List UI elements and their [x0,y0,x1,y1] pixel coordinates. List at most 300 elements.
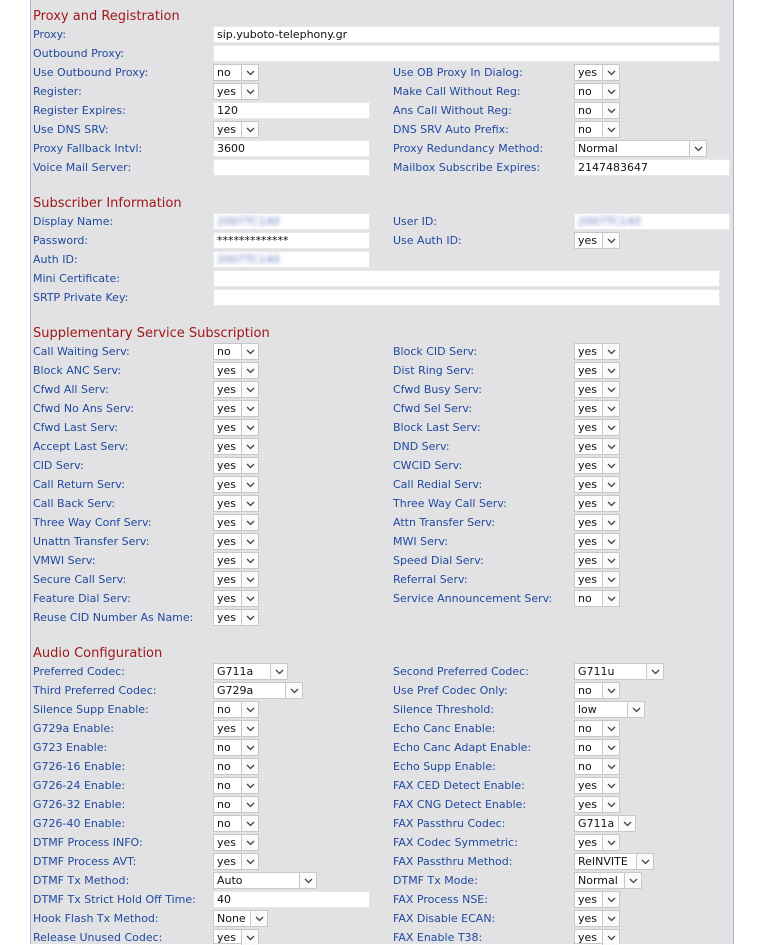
dtmf-process-info-label: DTMF Process INFO: [33,836,143,849]
silence-threshold-label: Silence Threshold: [393,703,495,716]
dns-srv-auto-prefix-select[interactable] [574,121,620,138]
g723-enable-label: G723 Enable: [33,741,108,754]
chevron-down-icon [241,759,258,774]
use-ob-proxy-dialog-label: Use OB Proxy In Dialog: [393,66,523,79]
dtmf-tx-strict-hold-off-time-input[interactable]: 40 [213,891,370,908]
dtmf-process-avt-label: DTMF Process AVT: [33,855,137,868]
select-value: None [217,912,246,925]
block-last-serv-select[interactable] [574,419,620,436]
cfwd-sel-serv-select[interactable] [574,400,620,417]
chevron-down-icon [250,911,267,926]
fax-ced-detect-enable-select[interactable] [574,777,620,794]
make-call-without-reg-select[interactable] [574,83,620,100]
block-cid-serv-select[interactable] [574,343,620,360]
fax-codec-symmetric-label: FAX Codec Symmetric: [393,836,518,849]
chevron-down-icon [285,683,302,698]
dtmf-process-info-select[interactable] [213,834,259,851]
block-anc-serv-select[interactable] [213,362,259,379]
fax-passthru-codec-label: FAX Passthru Codec: [393,817,506,830]
dtmf-tx-mode-label: DTMF Tx Mode: [393,874,478,887]
use-outbound-proxy-select[interactable] [213,64,259,81]
register-expires-label: Register Expires: [33,104,126,117]
srtp-private-key-label: SRTP Private Key: [33,291,129,304]
fax-passthru-method-select[interactable] [574,853,654,870]
feature-dial-serv-label: Feature Dial Serv: [33,592,131,605]
select-value: no [578,684,592,697]
release-unused-codec-select[interactable] [213,929,259,944]
unattn-transfer-serv-select[interactable] [213,533,259,550]
fax-passthru-method-label: FAX Passthru Method: [393,855,513,868]
chevron-down-icon [602,515,619,530]
chevron-down-icon [602,344,619,359]
chevron-down-icon [602,778,619,793]
select-value: yes [217,123,237,136]
chevron-down-icon [241,65,258,80]
chevron-down-icon [241,930,258,945]
select-value: yes [217,931,237,944]
fax-passthru-codec-select[interactable] [574,815,636,832]
chevron-down-icon [689,141,706,156]
chevron-down-icon [241,835,258,850]
select-value: yes [578,497,598,510]
select-value: no [578,722,592,735]
chevron-down-icon [602,477,619,492]
echo-supp-enable-select[interactable] [574,758,620,775]
chevron-down-icon [241,702,258,717]
dtmf-tx-method-select[interactable] [213,872,317,889]
password-label: Password: [33,234,89,247]
service-announcement-serv-label: Service Announcement Serv: [393,592,553,605]
call-return-serv-select[interactable] [213,476,259,493]
ans-call-without-reg-label: Ans Call Without Reg: [393,104,512,117]
select-value: yes [578,459,598,472]
select-value: no [217,779,231,792]
echo-canc-adapt-enable-label: Echo Canc Adapt Enable: [393,741,532,754]
chevron-down-icon [241,363,258,378]
mailbox-subscribe-expires-input[interactable]: 2147483647 [574,159,730,176]
fax-enable-t38-label: FAX Enable T38: [393,931,483,944]
call-redial-serv-select[interactable] [574,476,620,493]
dnd-serv-label: DND Serv: [393,440,450,453]
select-value: no [578,741,592,754]
proxy-fallback-intvl-label: Proxy Fallback Intvl: [33,142,143,155]
g729a-enable-label: G729a Enable: [33,722,114,735]
select-value: yes [578,402,598,415]
chevron-down-icon [241,458,258,473]
select-value: no [217,760,231,773]
redacted-value: 2007TC140 [578,215,641,228]
chevron-down-icon [602,911,619,926]
chevron-down-icon [602,797,619,812]
proxy-redundancy-method-select[interactable] [574,140,707,157]
select-value: yes [217,516,237,529]
use-pref-codec-only-select[interactable] [574,682,620,699]
user-id-input[interactable] [574,213,730,230]
block-cid-serv-label: Block CID Serv: [393,345,478,358]
cfwd-no-ans-serv-label: Cfwd No Ans Serv: [33,402,134,415]
chevron-down-icon [602,103,619,118]
service-announcement-serv-select[interactable] [574,590,620,607]
echo-canc-adapt-enable-select[interactable] [574,739,620,756]
dtmf-tx-strict-hold-off-time-label: DTMF Tx Strict Hold Off Time: [33,893,196,906]
cfwd-busy-serv-select[interactable] [574,381,620,398]
three-way-call-serv-select[interactable] [574,495,620,512]
secure-call-serv-label: Secure Call Serv: [33,573,127,586]
cfwd-all-serv-select[interactable] [213,381,259,398]
hook-flash-tx-method-label: Hook Flash Tx Method: [33,912,159,925]
chevron-down-icon [241,84,258,99]
chevron-down-icon [241,515,258,530]
speed-dial-serv-label: Speed Dial Serv: [393,554,484,567]
use-dns-srv-select[interactable] [213,121,259,138]
chevron-down-icon [241,721,258,736]
use-auth-id-label: Use Auth ID: [393,234,462,247]
third-preferred-codec-label: Third Preferred Codec: [33,684,157,697]
chevron-down-icon [618,816,635,831]
chevron-down-icon [241,854,258,869]
display-name-label: Display Name: [33,215,114,228]
select-value: yes [217,383,237,396]
preferred-codec-label: Preferred Codec: [33,665,125,678]
select-value: G711a [217,665,254,678]
select-value: no [217,703,231,716]
register-expires-input[interactable]: 120 [213,102,370,119]
register-label: Register: [33,85,82,98]
register-select[interactable] [213,83,259,100]
select-value: no [578,760,592,773]
select-value: yes [578,234,598,247]
fax-enable-t38-select[interactable] [574,929,620,944]
dist-ring-serv-label: Dist Ring Serv: [393,364,475,377]
chevron-down-icon [299,873,316,888]
second-preferred-codec-label: Second Preferred Codec: [393,665,529,678]
silence-threshold-select[interactable] [574,701,645,718]
chevron-down-icon [602,122,619,137]
select-value: yes [578,535,598,548]
select-value: no [217,741,231,754]
select-value: yes [217,535,237,548]
cid-serv-label: CID Serv: [33,459,84,472]
referral-serv-select[interactable] [574,571,620,588]
chevron-down-icon [241,778,258,793]
fax-disable-ecan-select[interactable] [574,910,620,927]
auth-id-label: Auth ID: [33,253,78,266]
chevron-down-icon [602,84,619,99]
redacted-value: 2007TC140 [217,215,280,228]
select-value: yes [217,421,237,434]
select-value: yes [217,364,237,377]
select-value: yes [217,497,237,510]
g726-16-enable-select[interactable] [213,758,259,775]
feature-dial-serv-select[interactable] [213,590,259,607]
call-waiting-serv-label: Call Waiting Serv: [33,345,130,358]
chevron-down-icon [602,439,619,454]
vmwi-serv-label: VMWI Serv: [33,554,96,567]
section-title-supplementary-services: Supplementary Service Subscription [33,326,270,341]
select-value: yes [578,478,598,491]
select-value: no [578,123,592,136]
g726-40-enable-label: G726-40 Enable: [33,817,126,830]
speed-dial-serv-select[interactable] [574,552,620,569]
select-value: yes [217,611,237,624]
echo-canc-enable-select[interactable] [574,720,620,737]
chevron-down-icon [241,740,258,755]
use-pref-codec-only-label: Use Pref Codec Only: [393,684,508,697]
chevron-down-icon [241,797,258,812]
chevron-down-icon [602,683,619,698]
select-value: yes [578,554,598,567]
select-value: yes [578,516,598,529]
echo-canc-enable-label: Echo Canc Enable: [393,722,496,735]
redacted-value: 2007TC140 [217,253,280,266]
chevron-down-icon [241,401,258,416]
echo-supp-enable-label: Echo Supp Enable: [393,760,496,773]
cwcid-serv-label: CWCID Serv: [393,459,463,472]
select-value: yes [578,893,598,906]
chevron-down-icon [602,382,619,397]
chevron-down-icon [241,477,258,492]
chevron-down-icon [241,382,258,397]
chevron-down-icon [602,458,619,473]
select-value: yes [217,85,237,98]
chevron-down-icon [270,664,287,679]
select-value: yes [578,931,598,944]
mwi-serv-label: MWI Serv: [393,535,448,548]
use-auth-id-select[interactable] [574,232,620,249]
select-value: no [578,104,592,117]
select-value: yes [578,836,598,849]
srtp-private-key-input[interactable] [213,289,720,306]
fax-disable-ecan-label: FAX Disable ECAN: [393,912,496,925]
third-preferred-codec-select[interactable] [213,682,303,699]
second-preferred-codec-select[interactable] [574,663,664,680]
chevron-down-icon [602,572,619,587]
select-value: yes [578,798,598,811]
select-value: no [217,798,231,811]
hook-flash-tx-method-select[interactable] [213,910,268,927]
select-value: no [217,66,231,79]
user-id-label: User ID: [393,215,437,228]
voice-mail-server-input[interactable] [213,159,370,176]
g726-24-enable-select[interactable] [213,777,259,794]
fax-cng-detect-enable-select[interactable] [574,796,620,813]
mwi-serv-select[interactable] [574,533,620,550]
cfwd-sel-serv-label: Cfwd Sel Serv: [393,402,473,415]
chevron-down-icon [602,892,619,907]
chevron-down-icon [602,534,619,549]
chevron-down-icon [602,591,619,606]
chevron-down-icon [602,759,619,774]
select-value: no [578,85,592,98]
use-dns-srv-label: Use DNS SRV: [33,123,109,136]
chevron-down-icon [602,740,619,755]
select-value: yes [217,855,237,868]
chevron-down-icon [241,591,258,606]
select-value: Auto [217,874,243,887]
mini-certificate-label: Mini Certificate: [33,272,120,285]
select-value: yes [578,912,598,925]
select-value: yes [578,421,598,434]
referral-serv-label: Referral Serv: [393,573,468,586]
g729a-enable-select[interactable] [213,720,259,737]
outbound-proxy-input[interactable] [213,45,720,62]
attn-transfer-serv-select[interactable] [574,514,620,531]
chevron-down-icon [636,854,653,869]
fax-ced-detect-enable-label: FAX CED Detect Enable: [393,779,525,792]
secure-call-serv-select[interactable] [213,571,259,588]
g723-enable-select[interactable] [213,739,259,756]
g726-40-enable-select[interactable] [213,815,259,832]
g726-24-enable-label: G726-24 Enable: [33,779,126,792]
make-call-without-reg-label: Make Call Without Reg: [393,85,521,98]
preferred-codec-select[interactable] [213,663,288,680]
dtmf-tx-mode-select[interactable] [574,872,642,889]
cfwd-last-serv-label: Cfwd Last Serv: [33,421,119,434]
ans-call-without-reg-select[interactable] [574,102,620,119]
select-value: yes [217,592,237,605]
chevron-down-icon [241,553,258,568]
select-value: G711a [578,817,615,830]
chevron-down-icon [241,610,258,625]
chevron-down-icon [602,363,619,378]
attn-transfer-serv-label: Attn Transfer Serv: [393,516,496,529]
chevron-down-icon [627,702,644,717]
dtmf-tx-method-label: DTMF Tx Method: [33,874,130,887]
cfwd-busy-serv-label: Cfwd Busy Serv: [393,383,482,396]
select-value: no [217,345,231,358]
chevron-down-icon [241,534,258,549]
select-value: yes [217,722,237,735]
g726-32-enable-select[interactable] [213,796,259,813]
fax-codec-symmetric-select[interactable] [574,834,620,851]
select-value: yes [578,573,598,586]
chevron-down-icon [241,344,258,359]
chevron-down-icon [241,439,258,454]
select-value: yes [578,345,598,358]
block-last-serv-label: Block Last Serv: [393,421,481,434]
select-value: yes [217,836,237,849]
reuse-cid-number-as-name-select[interactable] [213,609,259,626]
proxy-redundancy-method-label: Proxy Redundancy Method: [393,142,544,155]
three-way-call-serv-label: Three Way Call Serv: [393,497,507,510]
three-way-conf-serv-label: Three Way Conf Serv: [33,516,152,529]
cfwd-last-serv-select[interactable] [213,419,259,436]
dist-ring-serv-select[interactable] [574,362,620,379]
dnd-serv-select[interactable] [574,438,620,455]
select-value: G711u [578,665,615,678]
silence-supp-enable-select[interactable] [213,701,259,718]
call-redial-serv-label: Call Redial Serv: [393,478,483,491]
section-title-audio-configuration: Audio Configuration [33,646,163,661]
mini-certificate-input[interactable] [213,270,720,287]
select-value: yes [217,402,237,415]
chevron-down-icon [602,401,619,416]
select-value: yes [217,573,237,586]
section-title-subscriber-information: Subscriber Information [33,196,182,211]
chevron-down-icon [602,553,619,568]
select-value: yes [217,554,237,567]
g726-32-enable-label: G726-32 Enable: [33,798,126,811]
display-name-input[interactable] [213,213,370,230]
select-value: Normal [578,874,618,887]
use-outbound-proxy-label: Use Outbound Proxy: [33,66,149,79]
chevron-down-icon [241,572,258,587]
chevron-down-icon [602,233,619,248]
call-return-serv-label: Call Return Serv: [33,478,125,491]
chevron-down-icon [624,873,641,888]
cfwd-no-ans-serv-select[interactable] [213,400,259,417]
accept-last-serv-label: Accept Last Serv: [33,440,129,453]
chevron-down-icon [602,496,619,511]
outbound-proxy-label: Outbound Proxy: [33,47,125,60]
unattn-transfer-serv-label: Unattn Transfer Serv: [33,535,150,548]
cid-serv-select[interactable] [213,457,259,474]
call-waiting-serv-select[interactable] [213,343,259,360]
chevron-down-icon [646,664,663,679]
select-value: yes [578,440,598,453]
dns-srv-auto-prefix-label: DNS SRV Auto Prefix: [393,123,509,136]
fax-process-nse-label: FAX Process NSE: [393,893,488,906]
voice-mail-server-label: Voice Mail Server: [33,161,132,174]
select-value: yes [217,440,237,453]
chevron-down-icon [602,930,619,945]
chevron-down-icon [241,816,258,831]
chevron-down-icon [241,122,258,137]
cwcid-serv-select[interactable] [574,457,620,474]
release-unused-codec-label: Release Unused Codec: [33,931,163,944]
g726-16-enable-label: G726-16 Enable: [33,760,126,773]
mailbox-subscribe-expires-label: Mailbox Subscribe Expires: [393,161,541,174]
select-value: yes [578,779,598,792]
proxy-input[interactable]: sip.yuboto-telephony.gr [213,26,720,43]
proxy-fallback-intvl-input[interactable]: 3600 [213,140,370,157]
select-value: no [217,817,231,830]
dtmf-process-avt-select[interactable] [213,853,259,870]
chevron-down-icon [602,835,619,850]
chevron-down-icon [602,420,619,435]
proxy-label: Proxy: [33,28,67,41]
three-way-conf-serv-select[interactable] [213,514,259,531]
select-value: yes [217,459,237,472]
accept-last-serv-select[interactable] [213,438,259,455]
select-value: G729a [217,684,254,697]
reuse-cid-number-as-name-label: Reuse CID Number As Name: [33,611,194,624]
select-value: yes [578,66,598,79]
silence-supp-enable-label: Silence Supp Enable: [33,703,149,716]
call-back-serv-label: Call Back Serv: [33,497,116,510]
select-value: no [578,592,592,605]
select-value: ReINVITE [578,855,628,868]
select-value: yes [578,364,598,377]
block-anc-serv-label: Block ANC Serv: [33,364,122,377]
section-title-proxy-registration: Proxy and Registration [33,9,180,24]
chevron-down-icon [602,721,619,736]
cfwd-all-serv-label: Cfwd All Serv: [33,383,109,396]
password-input[interactable]: ************* [213,232,370,249]
chevron-down-icon [602,65,619,80]
vmwi-serv-select[interactable] [213,552,259,569]
fax-process-nse-select[interactable] [574,891,620,908]
auth-id-input[interactable] [213,251,370,268]
chevron-down-icon [241,420,258,435]
call-back-serv-select[interactable] [213,495,259,512]
fax-cng-detect-enable-label: FAX CNG Detect Enable: [393,798,527,811]
select-value: yes [578,383,598,396]
use-ob-proxy-dialog-select[interactable] [574,64,620,81]
select-value: yes [217,478,237,491]
chevron-down-icon [241,496,258,511]
select-value: low [578,703,597,716]
